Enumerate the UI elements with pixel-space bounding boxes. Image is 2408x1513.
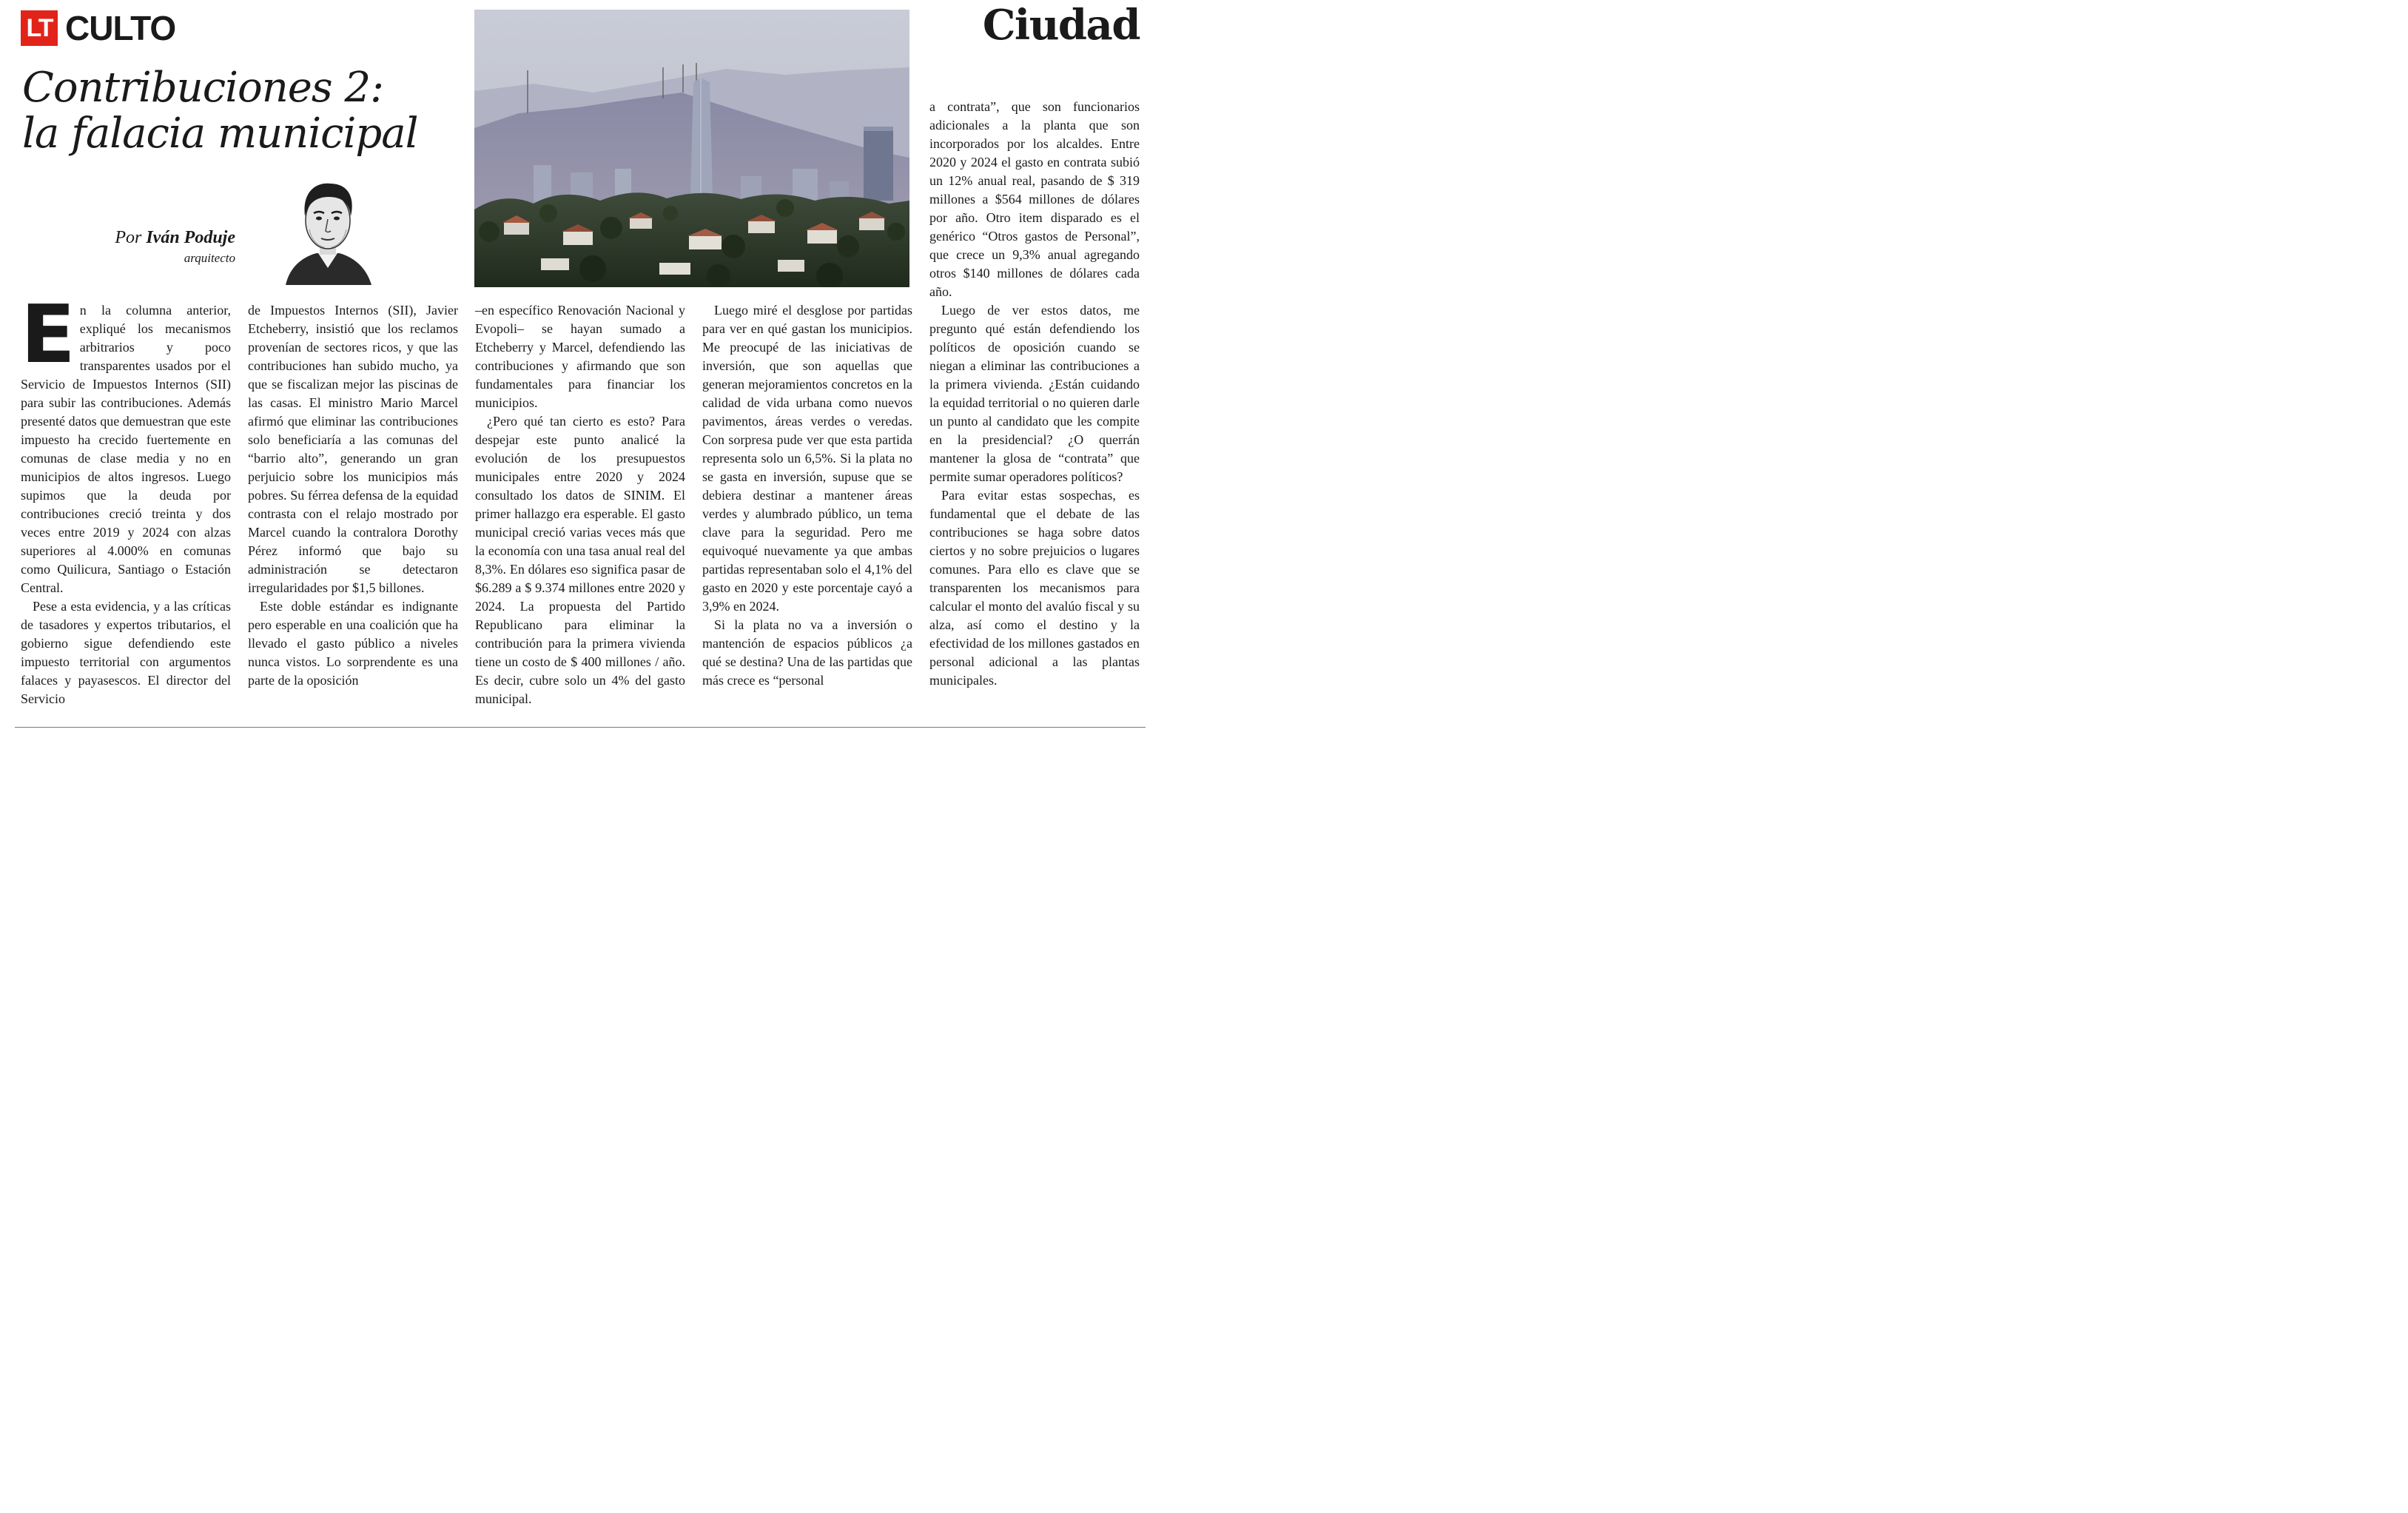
brand-name: CULTO <box>65 9 176 47</box>
author-name: Iván Poduje <box>146 228 235 247</box>
paragraph: Luego miré el desglose por partidas para ver en qué gastan los municipios. Me preocupé de las iniciativas de inversión, que son aquellas que generan mejoramientos concretos en la calidad de vida urbana como nuevos pavimentos, áreas verdes o veredas. Con sorpresa pude ver que esta partida representa solo un 6,5%. Si la plata no se gasta en inversión, supuse que se debiera destinar a mantener áreas verdes y alumbrado público, un tema clave para la seguridad. Pero me equivoqué nuevamente ya que ambas partidas representaban solo el 4,1% del gasto en 2020 y este porcentaje cayó a 3,9% en 2024. <box>702 303 912 614</box>
headline-line-1: Contribuciones 2: <box>22 64 383 112</box>
section-title: Ciudad <box>982 1 1140 50</box>
headline-line-2: la falacia municipal <box>22 110 418 158</box>
drop-cap: E <box>21 289 75 381</box>
bottom-rule <box>15 727 1146 728</box>
author-role: arquitecto <box>184 251 235 265</box>
byline <box>96 228 235 266</box>
paragraph: ¿Pero qué tan cierto es esto? Para despejar este punto analicé la evolución de los presupuestos municipales entre 2020 y 2024 consultado los datos de SINIM. El primer hallazgo era esperable. El gasto municipal creció varias veces más que la economía con una tasa anual real del 8,3%. En dólares eso significa pasar de $6.289 a $ 9.374 millones entre 2020 y 2024. La propuesta del Partido Republicano para eliminar la contribución para la primera vivienda tiene un costo de $ 400 millones / año. Es decir, cubre solo un 4% del gasto municipal. <box>475 414 685 706</box>
article-column-4 <box>702 301 912 690</box>
article-column-2 <box>248 301 458 690</box>
paragraph: Para evitar estas sospechas, es fundamental que el debate de las contribuciones se haga sobre datos ciertos y no sobre prejuicios o lugares comunes. Para ello es clave que se transparenten los mecanismos para calcular el monto del avalúo fiscal y su alza, así como el destino y la efectividad de los millones gastados en personal adicional a las plantas municipales. <box>929 488 1140 688</box>
article-column-5 <box>929 98 1140 690</box>
paragraph: Este doble estándar es indignante pero esperable en una coalición que ha llevado el gasto público a niveles nunca vistos. Lo sorprendente es una parte de la oposición <box>248 599 458 688</box>
article-column-3 <box>475 301 685 708</box>
paragraph: Pese a esta evidencia, y a las críticas de tasadores y expertos tributarios, el gobierno sigue defendiendo este impuesto territorial con argumentos falaces y payasescos. El director del Servicio <box>21 599 231 706</box>
byline-author <box>96 228 235 248</box>
article-column-1 <box>21 289 231 708</box>
paragraph: –en específico Renovación Nacional y Evopoli– se hayan sumado a Etcheberry y Marcel, defendiendo las contribuciones y afirmando que son fundamentales para financiar los municipios. <box>475 303 685 410</box>
city-skyline-photo <box>474 10 909 287</box>
paragraph: Si la plata no va a inversión o mantención de espacios públicos ¿a qué se destina? Una de las partidas que más crece es “personal <box>702 617 912 688</box>
masthead-logo <box>21 10 175 46</box>
paragraph: Luego de ver estos datos, me pregunto qué están defendiendo los políticos de oposición cuando se niegan a eliminar las contribuciones a la primera vivienda. ¿Están cuidando la equidad territorial o no quieren darle un punto al candidato que les compite en la presidencial? ¿O querrán mantener la glosa de “contrata” que permite sumar operadores políticos? <box>929 303 1140 484</box>
paragraph: de Impuestos Internos (SII), Javier Etcheberry, insistió que los reclamos provenían de sectores ricos, y que las contribuciones han subido mucho, ya que se fiscalizan mejor las piscinas de las casas. El ministro Mario Marcel afirmó que eliminar las contribuciones solo beneficiaría a las comunas del “barrio alto”, generando un gran perjuicio sobre los municipios más pobres. Su férrea defensa de la equidad contrasta con el relajo mostrado por Marcel cuando la contralora Dorothy Pérez informó que bajo su administración se detectaron irregularidades por $1,5 billones. <box>248 303 458 595</box>
byline-prefix: Por <box>115 228 142 247</box>
lt-logo-badge: LT <box>21 10 58 46</box>
author-portrait <box>280 178 376 285</box>
paragraph: a contrata”, que son funcionarios adicionales a la planta que son incorporados por los alcaldes. Entre 2020 y 2024 el gasto en contrata subió un 12% anual real, pasando de $ 319 millones a $564 millones de dólares por año. Otro item disparado es el genérico “Otros gastos de Personal”, que crece un 9,3% anual agregando otros $140 millones de dólares cada año. <box>929 99 1140 299</box>
paragraph: n la columna anterior, expliqué los mecanismos arbitrarios y poco transparentes usados por el Servicio de Impuestos Internos (SII) para subir las contribuciones. Además presenté datos que demuestran que este impuesto ha crecido fuertemente en comunas de clase media y no en municipios de altos ingresos. Luego supimos que la deuda por contribuciones creció treinta y dos veces entre 2019 y 2024 con alzas superiores al 4.000% en comunas como Quilicura, Santiago o Estación Central. <box>21 303 231 595</box>
headline <box>22 65 466 157</box>
